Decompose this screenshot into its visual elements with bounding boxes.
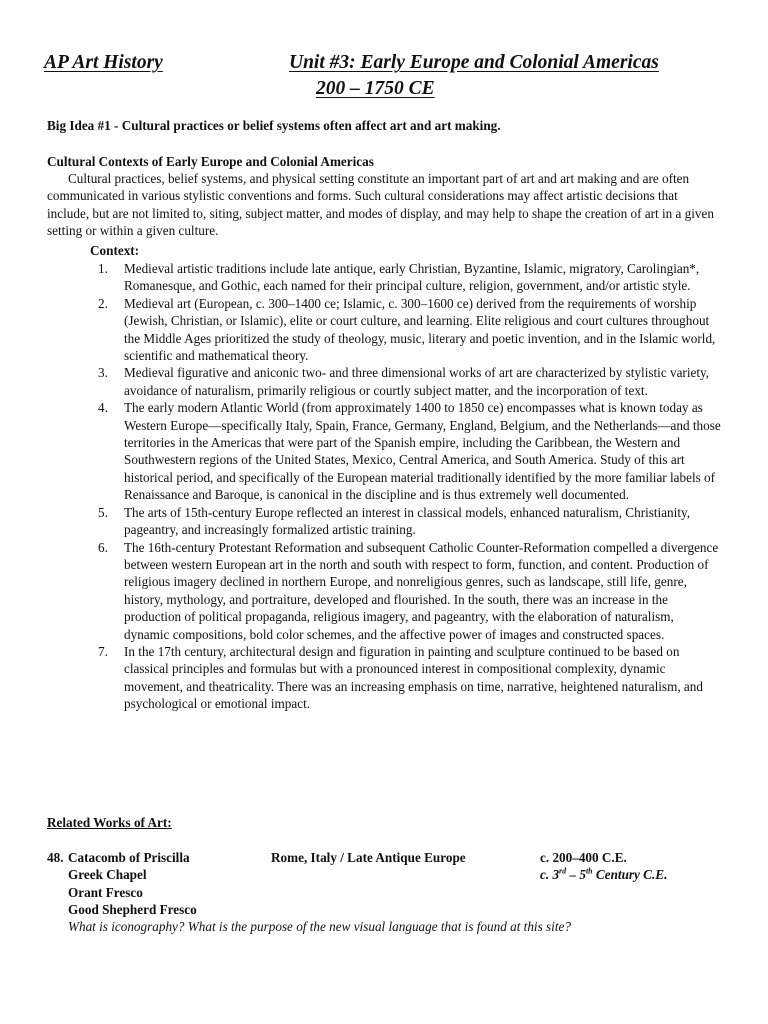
context-item: 6. The 16th-century Protestant Reformation and subsequent Catholic Counter-Reformation compelled a divergence between western European art in the north and south with respect to form, function, and content. Production of religious imagery declined in northern Europe, and nonreligious genres, such as landscape, still life, genre, history, mythology, and portraiture, developed and flourished. In the south, there was an increase in the production of political propaganda, religious imagery, and pageantry, with the elaboration of naturalism, dynamic compositions, bold color schemes, and the affective power of images and constructed spaces. — [98, 539, 719, 642]
context-item: 2. Medieval art (European, c. 300–1400 ce; Islamic, c. 300–1600 ce) derived from the requirements of worship (Jewish, Christian, or Islamic), elite or court culture, and learning. Elite religious and court cultures throughout the Middle Ages prioritized the study of theology, music, literary and poetic invention, and in the Islamic world, scientific and mathematical theory. — [98, 295, 716, 364]
work-number: 48. — [47, 850, 64, 865]
subwork-good-shepherd-fresco: Good Shepherd Fresco — [68, 902, 197, 917]
related-works-heading: Related Works of Art: — [47, 815, 172, 830]
course-title: AP Art History — [44, 52, 163, 73]
context-list — [98, 260, 722, 713]
context-label: Context: — [90, 243, 140, 258]
context-item: 4. The early modern Atlantic World (from approximately 1400 to 1850 ce) encompasses what is known today as Western Europe—specifically Italy, Spain, France, Germany, England, Belgium, and the Netherlands—and those territories in the Americas that were part of the Spanish empire, including the Caribbean, the Western and Southwestern regions of the United States, Mexico, Central America, and South America. Study of this art historical period, and specifically of the European material traditionally identified by the more familiar labels of Renaissance and Baroque, is canonical in the discipline and is thus extremely well documented. — [98, 400, 721, 503]
work-question: What is iconography? What is the purpose of the new visual language that is found at this site? — [68, 919, 571, 934]
context-item: 5. The arts of 15th-century Europe reflected an interest in classical models, enhanced naturalism, Christianity, pageantry, and increasingly formalized artistic training. — [98, 504, 691, 538]
work-location: Rome, Italy / Late Antique Europe — [271, 850, 466, 865]
work-date-centuries: c. 3rd – 5th Century C.E. — [540, 866, 668, 882]
work-date: c. 200–400 C.E. — [540, 850, 627, 865]
subwork-greek-chapel: Greek Chapel — [68, 867, 147, 882]
context-item: 1. Medieval artistic traditions include late antique, early Christian, Byzantine, Islamic, migratory, Carolingian*, Romanesque, and Gothic, each named for their principal culture, religion, government, and/or artistic style. — [98, 261, 700, 294]
unit-title: Unit #3: Early Europe and Colonial Americas — [289, 52, 659, 73]
cultural-contexts-intro: Cultural practices, belief systems, and physical setting constitute an important part of art and art making and are often communicated in various stylistic conventions and forms. Such cultural considerations may affect artistic decisions that include, but are not limited to, siting, subject matter, and modes of display, and may help to shape the creation of art in a given setting or within a given culture. — [47, 171, 714, 239]
context-item: 7. In the 17th century, architectural design and figuration in painting and sculpture continued to be based on classical principles and formulas but with a pronounced interest in compositional complexity, dynamic movement, and theatricality. There was an increasing emphasis on time, narrative, heightened naturalism, and psychological or emotional impact. — [98, 643, 703, 712]
subwork-orant-fresco: Orant Fresco — [68, 885, 143, 900]
cultural-contexts-title: Cultural Contexts of Early Europe and Colonial Americas — [47, 154, 374, 169]
context-item: 3. Medieval figurative and aniconic two- and three dimensional works of art are characterized by stylistic variety, avoidance of naturalism, primarily religious or courtly subject matter, and the incorporation of text. — [98, 365, 710, 398]
big-idea: Big Idea #1 - Cultural practices or belief systems often affect art and art making. — [47, 118, 501, 133]
work-title: Catacomb of Priscilla — [68, 850, 190, 865]
unit-dates: 200 – 1750 CE — [316, 78, 435, 99]
